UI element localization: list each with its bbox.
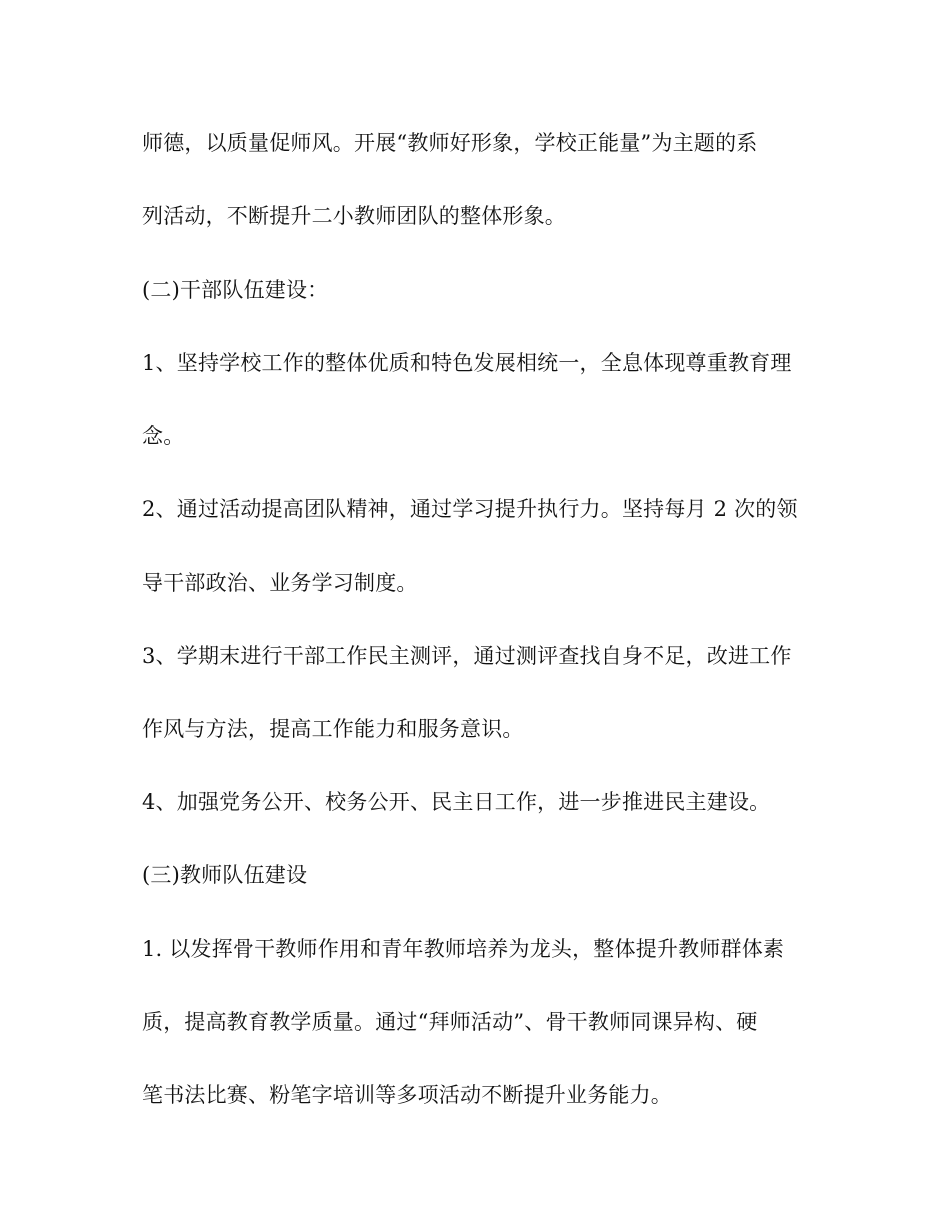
paragraph-line: 念。 [142, 424, 185, 448]
paragraph-line: 3、学期末进行干部工作民主测评，通过测评查找自身不足，改进工作 [142, 644, 792, 668]
paragraph-line: 1. 以发挥骨干教师作用和青年教师培养为龙头，整体提升教师群体素 [142, 937, 785, 961]
paragraph-line: 导干部政治、业务学习制度。 [142, 571, 418, 595]
paragraph-line: 师德，以质量促师风。开展“教师好形象，学校正能量”为主题的系 [142, 131, 758, 155]
section-heading: (三)教师队伍建设 [142, 863, 308, 887]
paragraph-line: 4、加强党务公开、校务公开、民主日工作，进一步推进民主建设。 [142, 790, 771, 814]
paragraph-line: 2、通过活动提高团队精神，通过学习提升执行力。坚持每月 2 次的领 [142, 497, 798, 521]
paragraph-line: 1、坚持学校工作的整体优质和特色发展相统一，全息体现尊重教育理 [142, 351, 792, 375]
paragraph-line: 作风与方法，提高工作能力和服务意识。 [142, 717, 524, 741]
paragraph-line: 质，提高教育教学质量。通过“拜师活动”、骨干教师同课异构、硬 [142, 1010, 758, 1034]
section-heading: (二)干部队伍建设： [142, 278, 329, 302]
paragraph-line: 笔书法比赛、粉笔字培训等多项活动不断提升业务能力。 [142, 1083, 672, 1107]
paragraph-line: 列活动，不断提升二小教师团队的整体形象。 [142, 204, 566, 228]
